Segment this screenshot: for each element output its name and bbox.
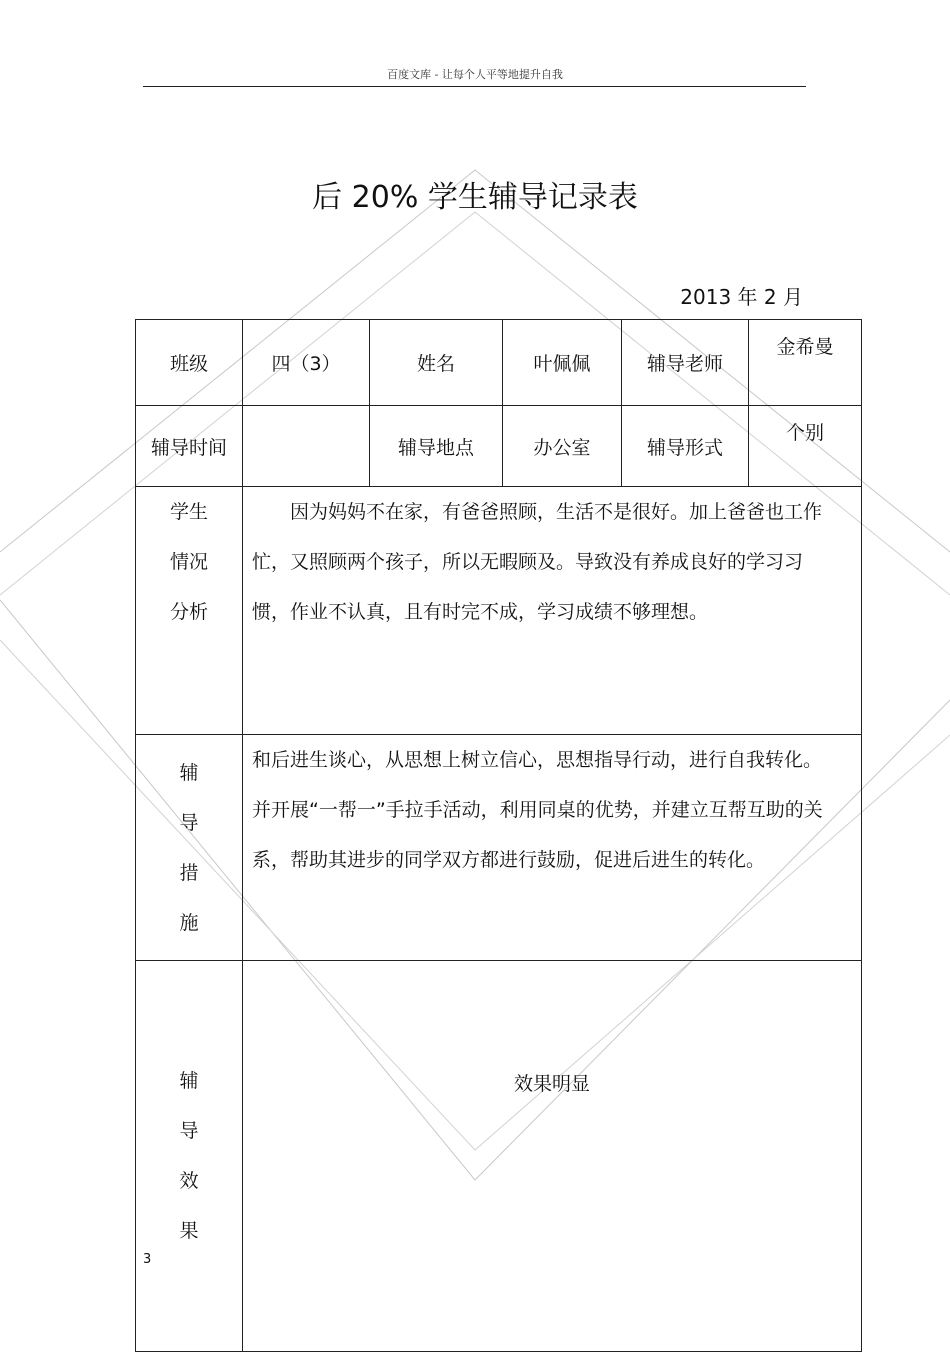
effect-label-line: 导 xyxy=(179,1120,199,1142)
table-row xyxy=(136,961,862,1352)
date-year-unit: 年 xyxy=(737,285,758,309)
class-label: 班级 xyxy=(136,320,243,406)
record-date xyxy=(680,281,803,310)
measures-label-line: 辅 xyxy=(179,761,199,784)
name-value: 叶佩佩 xyxy=(503,320,622,406)
form-value: 个别 xyxy=(749,406,862,487)
analysis-label-line: 分析 xyxy=(169,601,208,623)
measures-label-line: 导 xyxy=(179,811,199,834)
analysis-label-line: 学生 xyxy=(169,501,208,523)
effect-text-cell xyxy=(243,961,862,1352)
measures-text: 和后进生谈心，从思想上树立信心，思想指导行动，进行自我转化。并开展“一帮一”手拉手活动，利用同桌的优势，并建立互帮互助的关系，帮助其进步的同学双方都进行鼓励，促进后进生的转化。 xyxy=(252,749,823,871)
table-row xyxy=(136,735,862,961)
table-row xyxy=(136,487,862,735)
measures-label-line: 施 xyxy=(179,911,199,934)
table-row xyxy=(136,406,862,487)
record-table xyxy=(135,319,862,1352)
analysis-label-line: 情况 xyxy=(169,551,208,573)
effect-text: 效果明显 xyxy=(513,1073,590,1095)
measures-label xyxy=(136,735,243,961)
effect-label-line: 果 xyxy=(179,1220,199,1242)
analysis-text-cell xyxy=(243,487,862,735)
header-text: 百度文库 - 让每个人平等地提升自我 xyxy=(387,68,563,81)
effect-label-line: 效 xyxy=(179,1170,199,1192)
place-label: 辅导地点 xyxy=(370,406,503,487)
date-year: 2013 xyxy=(680,285,732,309)
form-label: 辅导形式 xyxy=(622,406,749,487)
time-value xyxy=(243,406,370,487)
time-label: 辅导时间 xyxy=(136,406,243,487)
analysis-label xyxy=(136,487,243,735)
page-number: 3 xyxy=(143,1252,152,1267)
effect-label-line: 辅 xyxy=(179,1070,199,1092)
teacher-label: 辅导老师 xyxy=(622,320,749,406)
effect-label xyxy=(136,961,243,1352)
teacher-value: 金希曼 xyxy=(749,320,862,406)
table-row xyxy=(136,320,862,406)
page-title: 后 20% 学生辅导记录表 xyxy=(312,180,638,215)
analysis-text: 因为妈妈不在家，有爸爸照顾，生活不是很好。加上爸爸也工作忙，又照顾两个孩子，所以无暇顾及。导致没有养成良好的学习习惯，作业不认真，且有时完不成，学习成绩不够理想。 xyxy=(252,501,823,623)
name-label: 姓名 xyxy=(370,320,503,406)
place-value: 办公室 xyxy=(503,406,622,487)
date-month: 2 xyxy=(763,285,777,309)
class-value: 四（3） xyxy=(243,320,370,406)
measures-label-line: 措 xyxy=(179,861,199,884)
measures-text-cell xyxy=(243,735,862,961)
date-month-unit: 月 xyxy=(783,285,803,309)
